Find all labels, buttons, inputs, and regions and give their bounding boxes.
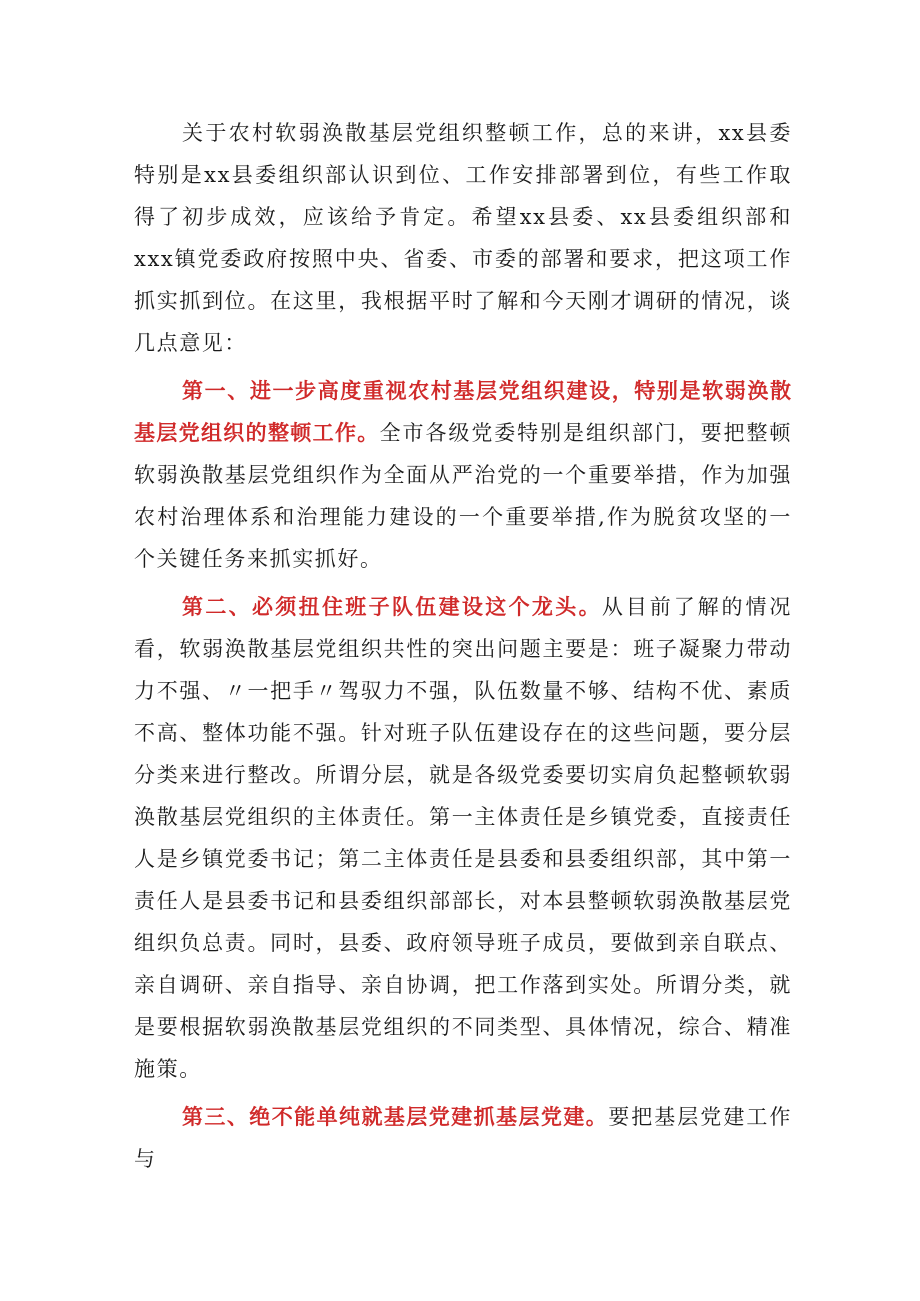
paragraph-heading: 第三、绝不能单纯就基层党建抓基层党建。 xyxy=(182,1105,609,1129)
paragraph-body: 全市各级党委特别是组织部门，要把整顿软弱涣散基层党组织作为全面从严治党的一个重要举措，作为加强农村治理体系和治理能力建设的一个重要举措,作为脱贫攻坚的一个关键任务来抓实抓好。 xyxy=(134,421,792,571)
document-body xyxy=(134,112,792,1186)
paragraph-heading: 第一、进一步高度重视农村基层党组织建设，特别是软弱涣散基层党组织的整顿工作。 xyxy=(134,379,792,445)
paragraph-point-3 xyxy=(134,1096,792,1180)
paragraph-point-2 xyxy=(134,586,792,1090)
paragraph-body: 关于农村软弱涣散基层党组织整顿工作，总的来讲，xx县委特别是xx县委组织部认识到位、工作安排部署到位，有些工作取得了初步成效，应该给予肯定。希望xx县委、xx县委组织部和xxx镇党委政府按照中央、省委、市委的部署和要求，把这项工作抓实抓到位。在这里，我根据平时了解和今天刚才调研的情况，谈几点意见： xyxy=(134,121,792,355)
paragraph-point-1 xyxy=(134,370,792,580)
paragraph-heading: 第二、必须扭住班子队伍建设这个龙头。 xyxy=(182,595,602,619)
paragraph-body: 要把基层党建工作与 xyxy=(134,1105,792,1171)
paragraph-body: 从目前了解的情况看，软弱涣散基层党组织共性的突出问题主要是：班子凝聚力带动力不强、〃一把手〃驾驭力不强，队伍数量不够、结构不优、素质不高、整体功能不强。针对班子队伍建设存在的这些问题，要分层分类来进行整改。所谓分层，就是各级党委要切实肩负起整顿软弱涣散基层党组织的主体责任。第一主体责任是乡镇党委，直接责任人是乡镇党委书记；第二主体责任是县委和县委组织部，其中第一责任人是县委书记和县委组织部部长，对本县整顿软弱涣散基层党组织负总责。同时，县委、政府领导班子成员，要做到亲自联点、亲自调研、亲自指导、亲自协调，把工作落到实处。所谓分类，就是要根据软弱涣散基层党组织的不同类型、具体情况，综合、精准施策。 xyxy=(134,595,792,1081)
paragraph-intro xyxy=(134,112,792,364)
